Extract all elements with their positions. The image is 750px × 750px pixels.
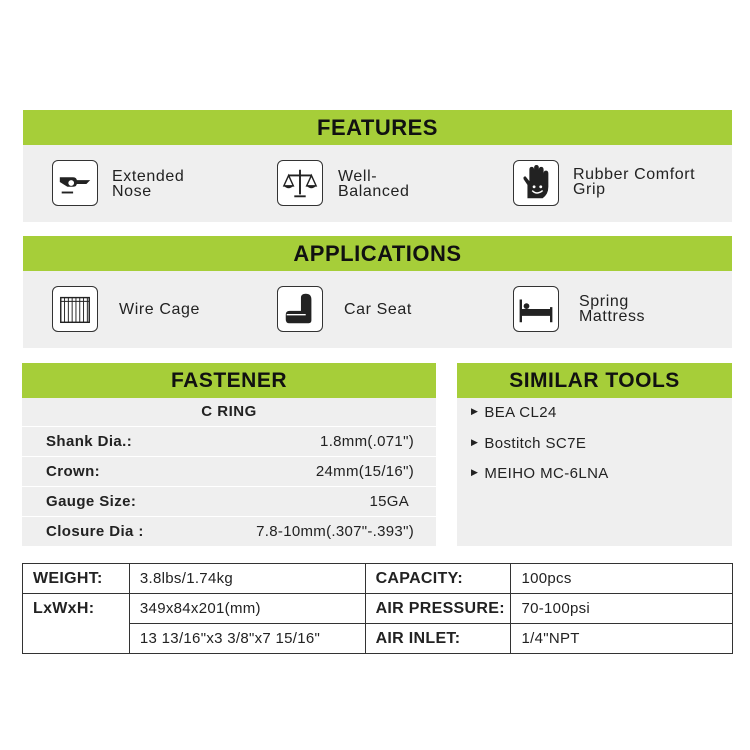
capacity-value: 100pcs bbox=[511, 564, 733, 594]
air-inlet-value: 1/4"NPT bbox=[511, 624, 733, 654]
specs-row bbox=[23, 624, 733, 654]
features-banner: FEATURES bbox=[23, 110, 732, 145]
wire-cage-icon bbox=[52, 286, 98, 332]
fastener-row-shank: Shank Dia.: 1.8mm(.071") bbox=[46, 433, 414, 450]
fastener-banner: FASTENER bbox=[22, 363, 436, 398]
feature-extended-nose-label: Extended Nose bbox=[112, 168, 185, 200]
air-pressure-label: AIR PRESSURE: bbox=[365, 594, 511, 624]
dimensions-metric-value: 349x84x201(mm) bbox=[129, 594, 365, 624]
specs-table bbox=[22, 563, 733, 654]
balance-scale-icon bbox=[277, 160, 323, 206]
fastener-row-crown: Crown: 24mm(15/16") bbox=[46, 463, 414, 480]
glove-icon bbox=[513, 160, 559, 206]
fastener-subtitle: C RING bbox=[201, 403, 257, 420]
dimensions-imperial-value: 13 13/16"x3 3/8"x7 15/16" bbox=[129, 624, 365, 654]
capacity-label: CAPACITY: bbox=[365, 564, 511, 594]
similar-tools-banner: SIMILAR TOOLS bbox=[457, 363, 732, 398]
similar-tools-panel bbox=[457, 398, 732, 546]
fastener-panel bbox=[22, 398, 436, 546]
fastener-row-gauge: Gauge Size: 15GA bbox=[46, 493, 409, 510]
bed-icon bbox=[513, 286, 559, 332]
car-seat-icon bbox=[277, 286, 323, 332]
feature-well-balanced-label: Well- Balanced bbox=[338, 168, 410, 200]
application-wire-cage-label: Wire Cage bbox=[119, 301, 200, 318]
applications-panel bbox=[23, 271, 732, 348]
weight-value: 3.8lbs/1.74kg bbox=[129, 564, 365, 594]
air-inlet-label: AIR INLET: bbox=[365, 624, 511, 654]
feature-rubber-grip-label: Rubber Comfort Grip bbox=[573, 166, 696, 198]
similar-tool-item: ▶ MEIHO MC-6LNA bbox=[471, 465, 609, 482]
dimensions-label: LxWxH: bbox=[23, 594, 130, 654]
application-car-seat-label: Car Seat bbox=[344, 301, 412, 318]
air-pressure-value: 70-100psi bbox=[511, 594, 733, 624]
triangle-bullet-icon: ▶ bbox=[471, 437, 479, 447]
specs-row bbox=[23, 594, 733, 624]
application-spring-mattress-label: Spring Mattress bbox=[579, 293, 646, 325]
weight-label: WEIGHT: bbox=[23, 564, 130, 594]
specs-row bbox=[23, 564, 733, 594]
extended-nose-icon bbox=[52, 160, 98, 206]
triangle-bullet-icon: ▶ bbox=[471, 406, 479, 416]
applications-banner: APPLICATIONS bbox=[23, 236, 732, 271]
fastener-row-closure: Closure Dia : 7.8-10mm(.307"-.393") bbox=[46, 523, 414, 540]
similar-tool-item: ▶ Bostitch SC7E bbox=[471, 435, 587, 452]
triangle-bullet-icon: ▶ bbox=[471, 467, 479, 477]
features-panel bbox=[23, 145, 732, 222]
similar-tool-item: ▶ BEA CL24 bbox=[471, 404, 557, 421]
